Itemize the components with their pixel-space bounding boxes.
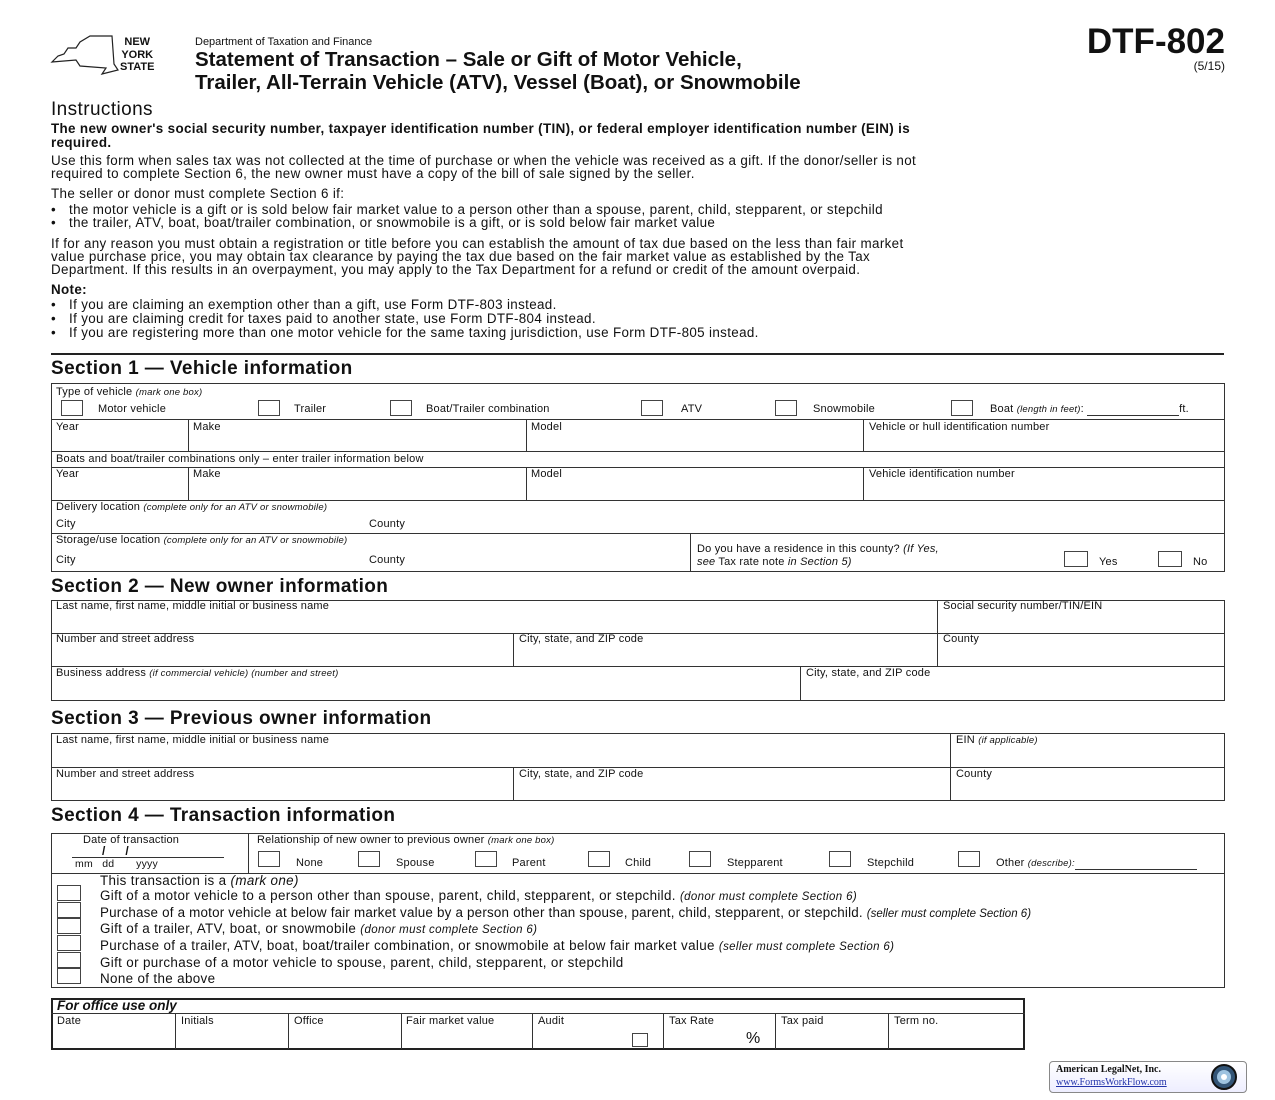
hint: (length in feet) (1016, 404, 1081, 415)
boat-length-field[interactable] (1087, 405, 1179, 416)
note-item: If you are registering more than one motor vehicle for the same taxing jurisdiction, use Form DTF-805 instead. (69, 325, 759, 340)
bullet-icon: • (51, 297, 57, 312)
prev-owner-county-label: County (956, 768, 993, 780)
transaction-option-text: None of the above (100, 971, 216, 986)
required-notice-line2: required. (51, 135, 112, 150)
audit-checkbox[interactable] (632, 1033, 648, 1047)
transaction-option-text: Gift of a motor vehicle to a person other than spouse, parent, child, stepparent, or stepchild. (100, 888, 676, 903)
logo-text: YORK (121, 48, 154, 61)
bullet-icon: • (51, 202, 57, 217)
checkbox-boat[interactable] (951, 400, 973, 416)
instructions-p1: required to complete Section 6, the new owner must have a copy of the bill of sale signed by the seller. (51, 166, 695, 181)
checkbox-transaction-option[interactable] (57, 968, 81, 984)
vin-hull-field-label: Vehicle or hull identification number (869, 421, 1050, 433)
delivery-location-label: Delivery location (56, 501, 141, 513)
instructions-p3: value purchase price, you may obtain tax clearance by paying the tax due based on the fair market value as established by the Tax (51, 249, 871, 264)
hint: (describe): (1027, 858, 1075, 869)
company-url-link[interactable]: www.FormsWorkFlow.com (1056, 1077, 1167, 1088)
residence-question: Do you have a residence in this county? (697, 543, 900, 555)
checkbox-transaction-option[interactable] (57, 885, 81, 901)
ft-unit: ft. (1179, 403, 1189, 415)
bullet-icon: • (51, 215, 57, 230)
bullet-icon: • (51, 311, 57, 326)
checkbox-rel-none[interactable] (258, 851, 280, 867)
delivery-county-label: County (369, 518, 406, 530)
boats-note: Boats and boat/trailer combinations only – enter trailer information below (56, 453, 424, 465)
form-revision: (5/15) (1193, 59, 1225, 73)
note-heading: Note: (51, 282, 87, 297)
new-owner-ssn-label: Social security number/TIN/EIN (943, 600, 1103, 612)
label-rel-stepparent: Stepparent (727, 857, 783, 869)
new-owner-csz-label: City, state, and ZIP code (519, 633, 644, 645)
make-field-label: Make (193, 421, 221, 433)
required-notice-line1: The new owner's social security number, taxpayer identification number (TIN), or federal employer identification number (EIN) is (51, 121, 911, 136)
label-rel-none: None (296, 857, 324, 869)
instructions-p3: If for any reason you must obtain a registration or title before you can establish the amount of tax due based on the less than fair market (51, 236, 904, 251)
hint: in Section 5) (787, 556, 852, 568)
label-rel-parent: Parent (512, 857, 546, 869)
label-motor-vehicle: Motor vehicle (98, 403, 167, 415)
hint: (mark one box) (487, 835, 555, 846)
checkbox-rel-stepparent[interactable] (689, 851, 711, 867)
checkbox-residence-yes[interactable] (1064, 551, 1088, 567)
note-item: If you are claiming an exemption other than a gift, use Form DTF-803 instead. (69, 297, 557, 312)
label-rel-child: Child (625, 857, 652, 869)
hint: (if commercial vehicle) (number and street) (149, 668, 339, 679)
company-name: American LegalNet, Inc. (1056, 1064, 1161, 1075)
date-format-label: mm dd yyyy (75, 858, 158, 870)
label-snowmobile: Snowmobile (813, 403, 875, 415)
label-boat-trailer: Boat/Trailer combination (426, 403, 550, 415)
label-trailer: Trailer (294, 403, 327, 415)
percent-sign: % (746, 1030, 761, 1047)
prev-owner-ein-label: EIN (956, 734, 975, 746)
office-term-no-label: Term no. (894, 1015, 939, 1027)
office-audit-label: Audit (538, 1015, 565, 1027)
trailer-make-label: Make (193, 468, 221, 480)
transaction-option-text: Purchase of a motor vehicle at below fair market value by a person other than spouse, parent, child, stepparent, or stepchild. (100, 905, 863, 920)
section3-heading: Section 3 — Previous owner information (51, 708, 432, 729)
hint: (mark one box) (135, 387, 203, 398)
type-of-vehicle-label: Type of vehicle (56, 386, 133, 398)
transaction-option-note: (seller must complete Section 6) (718, 941, 895, 953)
checkbox-transaction-option[interactable] (57, 902, 81, 918)
section1-heading: Section 1 — Vehicle information (51, 358, 353, 379)
prev-owner-street-label: Number and street address (56, 768, 195, 780)
checkbox-rel-child[interactable] (588, 851, 610, 867)
section2-heading: Section 2 — New owner information (51, 576, 389, 597)
bullet-item: the motor vehicle is a gift or is sold below fair market value to a person other than a spouse, parent, child, stepparent, or stepchild (69, 202, 883, 217)
instructions-p1: Use this form when sales tax was not collected at the time of purchase or when the vehicle was received as a gift. If the donor/seller is not (51, 153, 917, 168)
section2-box (51, 600, 1225, 701)
checkbox-transaction-option[interactable] (57, 918, 81, 934)
nys-logo (50, 34, 176, 76)
checkbox-transaction-option[interactable] (57, 952, 81, 968)
instructions-p3: Department. If this results in an overpayment, you may apply to the Tax Department for a refund or credit of the amount overpaid. (51, 262, 861, 277)
hint: (mark one) (230, 873, 299, 888)
tax-rate-note: Tax rate note (718, 556, 785, 568)
note-item: If you are claiming credit for taxes paid to another state, use Form DTF-804 instead. (69, 311, 596, 326)
checkbox-boat-trailer[interactable] (390, 400, 412, 416)
bullet-item: the trailer, ATV, boat, boat/trailer combination, or snowmobile is a gift, or is sold below fair market value (69, 215, 716, 230)
checkbox-transaction-option[interactable] (57, 935, 81, 951)
form-number: DTF-802 (1086, 22, 1225, 61)
instructions-p2: The seller or donor must complete Section 6 if: (51, 186, 345, 201)
label-rel-spouse: Spouse (396, 857, 435, 869)
form-title-line1: Statement of Transaction – Sale or Gift of Motor Vehicle, (195, 48, 742, 71)
label-atv: ATV (681, 403, 703, 415)
label-boat: Boat (990, 403, 1014, 415)
divider (51, 353, 1224, 355)
checkbox-residence-no[interactable] (1158, 551, 1182, 567)
date-of-transaction-label: Date of transaction (83, 834, 180, 846)
globe-icon (1208, 1063, 1240, 1091)
delivery-city-label: City (56, 518, 76, 530)
transaction-option-note: (donor must complete Section 6) (679, 891, 858, 903)
prev-owner-name-label: Last name, first name, middle initial or business name (56, 734, 330, 746)
checkbox-rel-stepchild[interactable] (829, 851, 851, 867)
checkbox-rel-other[interactable] (958, 851, 980, 867)
office-office-label: Office (294, 1015, 324, 1027)
hint: see (697, 556, 716, 568)
office-use-heading: For office use only (57, 998, 177, 1013)
label-yes: Yes (1099, 556, 1118, 568)
trailer-vin-label: Vehicle identification number (869, 468, 1015, 480)
checkbox-rel-spouse[interactable] (358, 851, 380, 867)
hint: (If Yes, (903, 543, 939, 555)
label-no: No (1193, 556, 1208, 568)
logo-text: NEW (124, 36, 151, 48)
transaction-option-note: (donor must complete Section 6) (360, 924, 538, 936)
office-fmv-label: Fair market value (406, 1015, 495, 1027)
transaction-option-text: Purchase of a trailer, ATV, boat, boat/trailer combination, or snowmobile at below fair market value (100, 938, 715, 953)
prev-owner-csz-label: City, state, and ZIP code (519, 768, 644, 780)
section4-heading: Section 4 — Transaction information (51, 805, 396, 826)
trailer-year-label: Year (56, 468, 80, 480)
year-field-label: Year (56, 421, 80, 433)
checkbox-snowmobile[interactable] (775, 400, 797, 416)
new-owner-county-label: County (943, 633, 980, 645)
storage-county-label: County (369, 554, 406, 566)
logo-text: STATE (120, 61, 155, 73)
hint: (if applicable) (978, 735, 1038, 746)
date-separators: / / (102, 844, 129, 858)
american-legalnet-badge[interactable] (1049, 1061, 1247, 1093)
office-tax-paid-label: Tax paid (781, 1015, 824, 1027)
business-address-label: Business address (56, 667, 147, 679)
checkbox-rel-parent[interactable] (475, 851, 497, 867)
model-field-label: Model (531, 421, 562, 433)
transaction-option-text: Gift or purchase of a motor vehicle to spouse, parent, child, stepparent, or stepchild (100, 955, 624, 970)
instructions-heading: Instructions (51, 99, 153, 120)
storage-location-label: Storage/use location (56, 534, 161, 546)
relationship-label: Relationship of new owner to previous owner (257, 834, 485, 846)
storage-city-label: City (56, 554, 76, 566)
form-title-line2: Trailer, All-Terrain Vehicle (ATV), Vessel (Boat), or Snowmobile (195, 71, 801, 94)
checkbox-trailer[interactable] (258, 400, 280, 416)
bullet-icon: • (51, 325, 57, 340)
new-york-state-map-icon (50, 34, 122, 76)
office-tax-rate-label: Tax Rate (669, 1015, 715, 1027)
checkbox-motor-vehicle[interactable] (61, 400, 83, 416)
office-initials-label: Initials (181, 1015, 214, 1027)
other-describe-field[interactable] (1075, 859, 1197, 870)
label-rel-other: Other (996, 857, 1025, 869)
new-owner-name-label: Last name, first name, middle initial or business name (56, 600, 330, 612)
label-rel-stepchild: Stepchild (867, 857, 915, 869)
hint: (complete only for an ATV or snowmobile) (143, 502, 328, 513)
transaction-type-label: This transaction is a (100, 873, 227, 888)
office-date-label: Date (57, 1015, 82, 1027)
transaction-option-text: Gift of a trailer, ATV, boat, or snowmobile (100, 921, 357, 936)
trailer-model-label: Model (531, 468, 562, 480)
hint: (complete only for an ATV or snowmobile) (163, 535, 348, 546)
new-owner-street-label: Number and street address (56, 633, 195, 645)
department-name: Department of Taxation and Finance (195, 36, 373, 48)
business-csz-label: City, state, and ZIP code (806, 667, 931, 679)
checkbox-atv[interactable] (641, 400, 663, 416)
transaction-option-note: (seller must complete Section 6) (866, 908, 1032, 920)
